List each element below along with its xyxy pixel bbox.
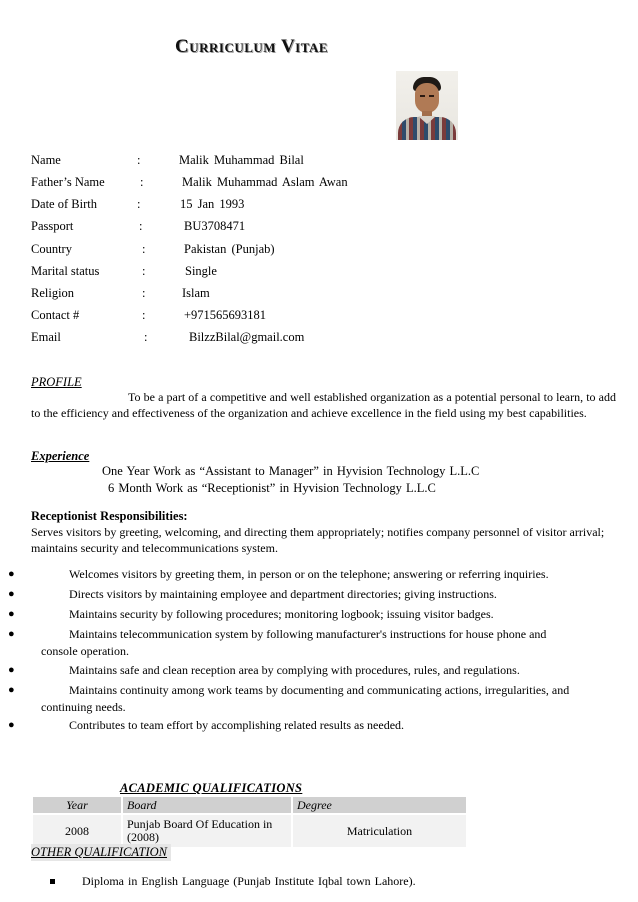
bullet-icon: ● [8,628,15,640]
cell-degree: Matriculation [292,814,467,848]
info-value: Malik Muhammad Aslam Awan [182,175,348,189]
list-item [0,662,638,682]
list-item [50,874,416,889]
experience-line: 6 Month Work as “Receptionist” in Hyvision Technology L.L.C [108,481,436,495]
info-row-religion [31,286,431,304]
bullet-icon: ● [8,664,15,676]
info-colon: : [140,175,144,189]
info-label: Religion [31,286,75,300]
info-colon: : [137,197,141,211]
info-value: +971565693181 [184,308,267,322]
info-label: Marital status [31,264,100,278]
list-item [0,717,638,737]
list-item [0,606,638,626]
academic-table [31,795,468,849]
info-colon: : [144,330,148,344]
info-value: Pakistan (Punjab) [184,242,275,256]
info-colon: : [142,286,146,300]
bullet-text-continued: console operation. [41,644,129,658]
info-label: Email [31,330,61,344]
experience-line: One Year Work as “Assistant to Manager” in Hyvision Technology L.L.C [102,464,480,478]
square-bullet-icon [50,879,55,884]
column-header-year: Year [32,796,122,814]
info-row-father [31,175,431,193]
profile-heading: PROFILE [31,375,82,389]
responsibilities-description: Serves visitors by greeting, welcoming, and directing them appropriately; notifies company personnel of visitor arrival; maintains security and telecommunications system. [31,525,605,555]
bullet-icon: ● [8,719,15,731]
other-qualification-heading: OTHER QUALIFICATION [31,844,171,861]
bullet-icon: ● [8,588,15,600]
experience-heading: Experience [31,449,90,463]
info-value: BU3708471 [184,219,246,233]
list-item [0,626,638,662]
bullet-text: Maintains safe and clean reception area by complying with procedures, rules, and regulations. [69,663,520,677]
info-label: Father’s Name [31,175,105,189]
info-colon: : [137,153,141,167]
column-header-board: Board [122,796,292,814]
list-item [0,682,638,717]
info-row-passport [31,219,431,237]
info-value: Single [185,264,217,278]
list-item [0,566,638,586]
bullet-icon: ● [8,568,15,580]
cell-year: 2008 [32,814,122,848]
info-colon: : [142,308,146,322]
info-row-email [31,330,431,348]
bullet-icon: ● [8,608,15,620]
bullet-text: Maintains continuity among work teams by documenting and communicating actions, irregularities, and [69,683,570,697]
bullet-icon: ● [8,684,15,696]
info-label: Name [31,153,61,167]
info-row-country [31,242,431,260]
info-label: Passport [31,219,74,233]
column-header-degree: Degree [292,796,467,814]
responsibilities-heading: Receptionist Responsibilities: [31,509,188,523]
bullet-text: Maintains security by following procedures; monitoring logbook; issuing visitor badges. [69,607,494,621]
info-label: Date of Birth [31,197,97,211]
info-colon: : [139,219,143,233]
bullet-text: Maintains telecommunication system by following manufacturer's instructions for house phone and [69,627,547,641]
cell-board: Punjab Board Of Education in (2008) [122,814,292,848]
info-value: BilzzBilal@gmail.com [189,330,305,344]
info-value: 15 Jan 1993 [180,197,245,211]
profile-text: To be a part of a competitive and well established organization as a potential personal to learn, to add to the efficiency and effectiveness of the organization and achieve excellence in the field using my best capabilities. [31,390,616,420]
info-colon: : [142,264,146,278]
academic-heading: ACADEMIC QUALIFICATIONS [120,781,303,795]
info-row-name [31,153,431,171]
bullet-text: Directs visitors by maintaining employee and department directories; giving instructions. [69,587,497,601]
bullet-text-continued: continuing needs. [41,700,126,714]
info-colon: : [142,242,146,256]
bullet-text: Welcomes visitors by greeting them, in person or on the telephone; answering or referring inquiries. [69,567,549,581]
qualification-text: Diploma in English Language (Punjab Institute Iqbal town Lahore). [82,874,416,888]
info-row-dob [31,197,431,215]
info-label: Contact # [31,308,80,322]
responsibilities-list [0,566,638,737]
profile-photo [396,71,458,140]
info-row-contact [31,308,431,326]
bullet-text: Contributes to team effort by accomplishing related results as needed. [69,718,405,732]
document-title: Curriculum Vitae [175,36,329,57]
list-item [0,586,638,606]
info-value: Malik Muhammad Bilal [179,153,304,167]
info-row-marital [31,264,431,282]
table-row [32,814,467,848]
info-label: Country [31,242,72,256]
info-value: Islam [182,286,210,300]
